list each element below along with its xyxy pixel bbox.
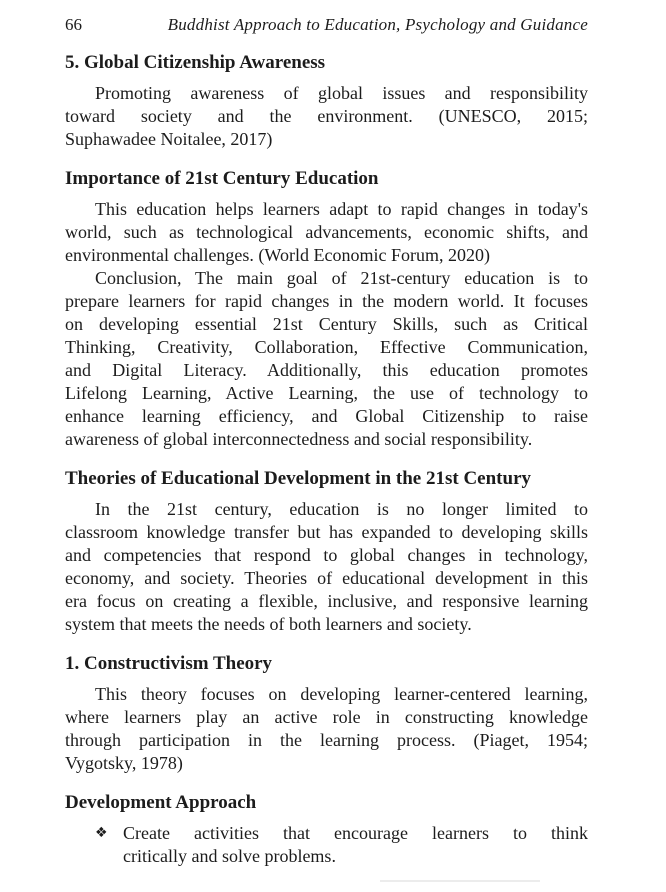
text-line: This education helps learners adapt to rapid changes in today's xyxy=(95,199,588,219)
text-line: Conclusion, The main goal of 21st-century education is to xyxy=(95,268,588,288)
text-line: Vygotsky, 1978) xyxy=(65,753,183,773)
section-heading: Importance of 21st Century Education xyxy=(65,168,379,189)
text-line: through participation in the learning process. (Piaget, 1954; xyxy=(65,730,588,750)
bullet-diamond-icon: ❖ xyxy=(95,825,108,841)
text-line: and competencies that respond to global changes in technology, xyxy=(65,545,588,565)
text-line: In the 21st century, education is no longer limited to xyxy=(95,499,588,519)
text-line: and Digital Literacy. Additionally, this education promotes xyxy=(65,360,588,380)
text-line: awareness of global interconnectedness and social responsibility. xyxy=(65,429,533,449)
running-title: Buddhist Approach to Education, Psychology and Guidance xyxy=(167,15,588,34)
text-line: toward society and the environment. (UNESCO, 2015; xyxy=(65,106,588,126)
page-header xyxy=(65,14,588,35)
bullet-text xyxy=(123,822,588,868)
section-heading: 5. Global Citizenship Awareness xyxy=(65,52,326,73)
text-line: Promoting awareness of global issues and responsibility xyxy=(95,83,588,103)
text-line: critically and solve problems. xyxy=(123,846,336,866)
paragraph xyxy=(65,82,588,151)
bullet-item xyxy=(65,822,588,868)
text-line: world, such as technological advancements, economic shifts, and xyxy=(65,222,588,242)
scan-artifact xyxy=(380,880,540,882)
text-line: enhance learning efficiency, and Global Citizenship to raise xyxy=(65,406,588,426)
paragraph xyxy=(65,267,588,451)
text-line: prepare learners for rapid changes in the modern world. It focuses xyxy=(65,291,588,311)
page-number: 66 xyxy=(65,15,82,34)
section-heading: Development Approach xyxy=(65,792,257,813)
text-line: Suphawadee Noitalee, 2017) xyxy=(65,129,273,149)
text-line: on developing essential 21st Century Skills, such as Critical xyxy=(65,314,588,334)
text-line: Lifelong Learning, Active Learning, the use of technology to xyxy=(65,383,588,403)
text-line: era focus on creating a flexible, inclusive, and responsive learning xyxy=(65,591,588,611)
text-line: Thinking, Creativity, Collaboration, Effective Communication, xyxy=(65,337,588,357)
text-line: economy, and society. Theories of educational development in this xyxy=(65,568,588,588)
text-line: system that meets the needs of both learners and society. xyxy=(65,614,472,634)
page-content xyxy=(65,51,588,868)
text-line: where learners play an active role in constructing knowledge xyxy=(65,707,588,727)
paragraph xyxy=(65,498,588,636)
text-line: Create activities that encourage learners to think xyxy=(123,823,588,843)
text-line: classroom knowledge transfer but has expanded to developing skills xyxy=(65,522,588,542)
text-line: This theory focuses on developing learner-centered learning, xyxy=(95,684,588,704)
paragraph xyxy=(65,198,588,267)
paragraph xyxy=(65,683,588,775)
text-line: environmental challenges. (World Economic Forum, 2020) xyxy=(65,245,490,265)
section-heading: Theories of Educational Development in the 21st Century xyxy=(65,468,532,489)
section-heading: 1. Constructivism Theory xyxy=(65,653,273,674)
